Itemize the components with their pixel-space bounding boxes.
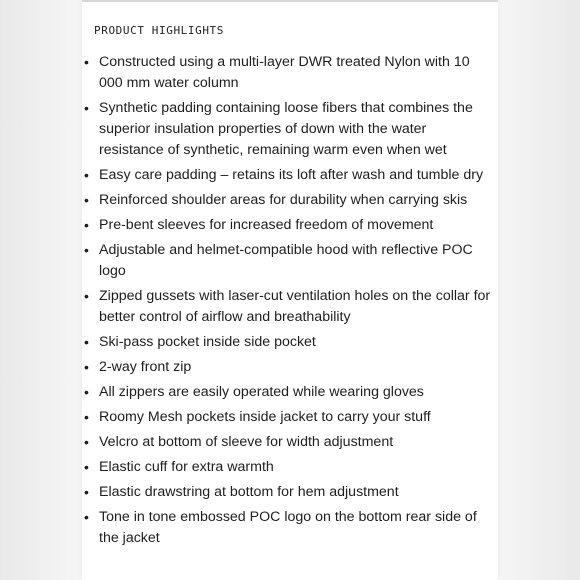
list-item [82, 457, 498, 478]
bullet-icon: • [84, 509, 89, 525]
list-item [82, 407, 498, 428]
list-item-text: Tone in tone embossed POC logo on the bottom rear side of the jacket [99, 509, 477, 546]
list-item [82, 98, 498, 161]
top-divider [82, 0, 498, 2]
bullet-icon: • [84, 409, 89, 425]
list-item-text: Roomy Mesh pockets inside jacket to carry your stuff [99, 409, 431, 425]
list-item-text: Constructed using a multi-layer DWR treated Nylon with 10 000 mm water column [99, 54, 470, 91]
list-item-text: Adjustable and helmet-compatible hood with reflective POC logo [99, 242, 473, 279]
list-item [82, 382, 498, 403]
list-item [82, 165, 498, 186]
bullet-icon: • [84, 334, 89, 350]
bullet-icon: • [84, 484, 89, 500]
list-item [82, 52, 498, 94]
list-item-text: Elastic cuff for extra warmth [99, 459, 274, 475]
list-item [82, 357, 498, 378]
highlights-list [82, 52, 498, 553]
bullet-icon: • [84, 217, 89, 233]
list-item-text: Synthetic padding containing loose fibers that combines the superior insulation properties of down with the water resistance of synthetic, remaining warm even when wet [99, 100, 473, 158]
list-item [82, 190, 498, 211]
bullet-icon: • [84, 54, 89, 70]
list-item-text: Zipped gussets with laser-cut ventilation holes on the collar for better control of airflow and breathability [99, 288, 491, 325]
list-item [82, 215, 498, 236]
list-item [82, 507, 498, 549]
list-item-text: Pre-bent sleeves for increased freedom of movement [99, 217, 434, 233]
bullet-icon: • [84, 167, 89, 183]
section-title: PRODUCT HIGHLIGHTS [94, 24, 225, 37]
bullet-icon: • [84, 434, 89, 450]
list-item [82, 482, 498, 503]
bullet-icon: • [84, 242, 89, 258]
list-item [82, 432, 498, 453]
bullet-icon: • [84, 359, 89, 375]
list-item [82, 332, 498, 353]
left-backdrop [0, 0, 82, 580]
bullet-icon: • [84, 288, 89, 304]
list-item [82, 286, 498, 328]
list-item-text: Elastic drawstring at bottom for hem adjustment [99, 484, 399, 500]
list-item-text: Ski-pass pocket inside side pocket [99, 334, 316, 350]
product-highlights-card [82, 0, 498, 580]
right-backdrop [498, 0, 580, 580]
list-item-text: Reinforced shoulder areas for durability when carrying skis [99, 192, 468, 208]
bullet-icon: • [84, 459, 89, 475]
list-item-text: Easy care padding – retains its loft after wash and tumble dry [99, 167, 484, 183]
bullet-icon: • [84, 192, 89, 208]
bullet-icon: • [84, 100, 89, 116]
list-item [82, 240, 498, 282]
bullet-icon: • [84, 384, 89, 400]
list-item-text: All zippers are easily operated while wearing gloves [99, 384, 424, 400]
list-item-text: 2-way front zip [99, 359, 192, 375]
list-item-text: Velcro at bottom of sleeve for width adjustment [99, 434, 394, 450]
